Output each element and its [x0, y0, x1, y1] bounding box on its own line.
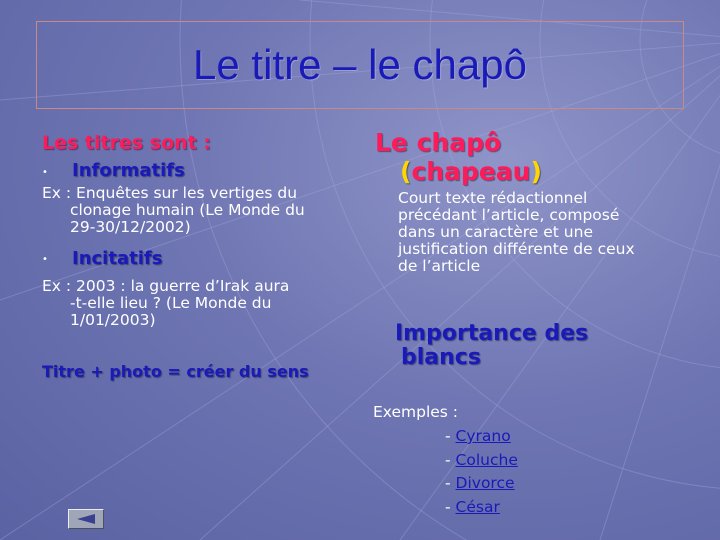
examples-list [445, 425, 518, 519]
example-link-cyrano[interactable]: Cyrano [455, 427, 511, 445]
description-line: de l’article [398, 257, 481, 275]
example-line: -t-elle lieu ? (Le Monde du [70, 294, 272, 312]
left-heading: Les titres sont : [42, 132, 211, 154]
description-line: précédant l’article, composé [398, 206, 620, 224]
example-line: 29-30/12/2002) [70, 218, 191, 236]
dash: - [445, 497, 451, 516]
description-line: Court texte rédactionnel [398, 189, 588, 207]
list-item [445, 472, 518, 496]
example-informatifs [42, 185, 347, 236]
importance-line1: Importance des [395, 321, 589, 346]
example-line: Ex : Enquêtes sur les vertiges du [42, 184, 298, 202]
left-arrow-icon [75, 513, 97, 525]
chapo-heading-line2 [375, 157, 542, 186]
titre-photo-note: Titre + photo = créer du sens [42, 362, 309, 381]
description-line: dans un caractère et une [398, 223, 593, 241]
example-link-cesar[interactable]: César [455, 497, 500, 516]
importance-heading [395, 322, 588, 370]
example-link-divorce[interactable]: Divorce [455, 474, 515, 492]
dash: - [445, 427, 451, 445]
description-line: justification différente de ceux [398, 240, 635, 258]
bullet-informatifs: Informatifs [72, 160, 185, 181]
chapo-description [398, 190, 663, 275]
dash: - [445, 450, 451, 469]
example-line: Ex : 2003 : la guerre d’Irak aura [42, 277, 290, 295]
example-link-coluche[interactable]: Coluche [455, 450, 518, 469]
dash: - [445, 474, 451, 492]
slide-title: Le titre – le chapô [193, 41, 527, 88]
paren-open: ( [400, 157, 412, 186]
list-item [445, 496, 518, 520]
back-button[interactable] [68, 509, 104, 529]
list-item [445, 425, 518, 449]
bullet-icon: • [42, 254, 48, 265]
example-incitatifs [42, 278, 347, 329]
title-frame [36, 21, 684, 109]
list-item [445, 449, 518, 473]
bullet-incitatifs: Incitatifs [72, 248, 163, 269]
example-line: 1/01/2003) [70, 311, 156, 329]
importance-line2: blancs [401, 345, 481, 370]
chapo-heading-line1: Le chapô [375, 128, 502, 157]
chapeau-word: chapeau [411, 157, 531, 186]
example-line: clonage humain (Le Monde du [70, 201, 305, 219]
chapo-heading [375, 128, 542, 186]
paren-close: ) [530, 157, 542, 186]
bullet-icon: • [42, 167, 48, 178]
examples-label: Exemples : [373, 403, 459, 421]
